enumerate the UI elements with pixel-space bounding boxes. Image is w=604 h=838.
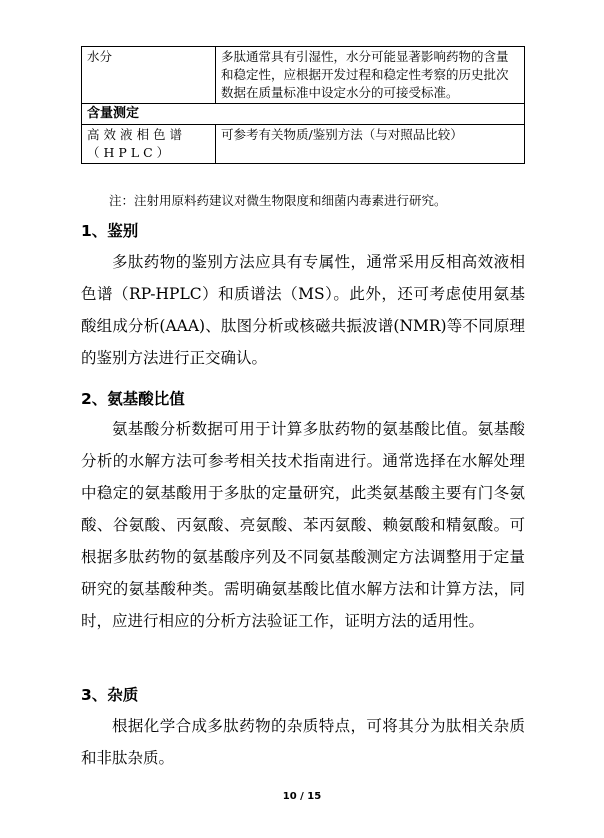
section-paragraph-identification: 多肽药物的鉴别方法应具有专属性，通常采用反相高效液相色谱（RP-HPLC）和质谱法（MS）。此外，还可考虑使用氨基酸组成分析(AAA)、肽图分析或核磁共振波谱(NMR)等不同原理的鉴别方法进行正交确认。 <box>81 253 525 367</box>
section-heading-impurities: 3、杂质 <box>81 686 139 704</box>
row-content-moisture: 多肽通常具有引湿性，水分可能显著影响药物的含量和稳定性，应根据开发过程和稳定性考察的历史批次数据在质量标准中设定水分的可接受标准。 <box>216 47 525 104</box>
row-content-hplc: 可参考有关物质/鉴别方法（与对照品比较） <box>216 125 525 164</box>
section-heading-amino-acid-ratio: 2、氨基酸比值 <box>81 390 185 408</box>
row-label-hplc: 高效液相色谱（HPLC） <box>82 125 216 164</box>
table-section-title: 含量测定 <box>82 104 525 125</box>
table-footnote: 注：注射用原料药建议对微生物限度和细菌内毒素进行研究。 <box>109 193 447 208</box>
row-label-moisture: 水分 <box>82 47 216 104</box>
table-row <box>82 47 525 104</box>
quality-standard-table <box>81 46 525 164</box>
table-section-row <box>82 104 525 125</box>
table-row <box>82 125 525 164</box>
page-number: 10 / 15 <box>282 791 322 802</box>
section-paragraph-amino-acid-ratio: 氨基酸分析数据可用于计算多肽药物的氨基酸比值。氨基酸分析的水解方法可参考相关技术指南进行。通常选择在水解处理中稳定的氨基酸用于多肽的定量研究，此类氨基酸主要有门冬氨酸、谷氨酸、丙氨酸、亮氨酸、苯丙氨酸、赖氨酸和精氨酸。可根据多肽药物的氨基酸序列及不同氨基酸测定方法调整用于定量研究的氨基酸种类。需明确氨基酸比值水解方法和计算方法，同时，应进行相应的分析方法验证工作，证明方法的适用性。 <box>81 420 525 630</box>
section-heading-identification: 1、鉴别 <box>81 222 139 240</box>
section-paragraph-impurities: 根据化学合成多肽药物的杂质特点，可将其分为肽相关杂质和非肽杂质。 <box>81 717 525 767</box>
